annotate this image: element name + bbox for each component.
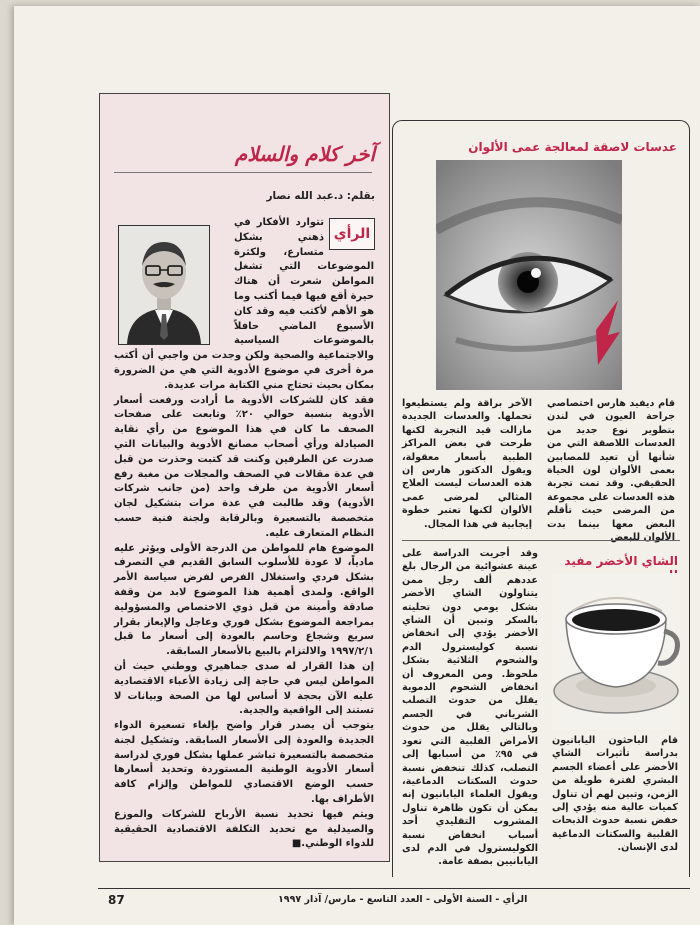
tea-article-text-right: قام الباحثون اليابانيون بدراسة تأثيرات الشاي الأخضر على أعضاء الجسم البشري لفترة طويلة من الزمن، وتبين لهم أن تناول كميات عالية منه يؤدي إلى خفض نسبة حدوث الذبحات القلبية والسكتات الدماغية لدى الإنسان. [552, 735, 678, 854]
eye-article-text-right: قام ديفيد هارس اختصاصي جراحة العيون في لندن بتطوير نوع جديد من العدسات اللاصقة التي من شأنها أن تعيد للمصابين بعمى الألوان لون الحياة الحقيقي. وقد تمت تجربة هذه العدسات على مجموعة من المرضى حيث تأقلم البعض معها بينما بدت الألوان للبعض [547, 398, 675, 544]
news-column [392, 120, 690, 878]
opinion-paragraph: فقد كان للشركات الأدوية ما أرادت ورفعت أسعار الأدوية بنسبة حوالي ٢٠٪ وتابعت على صفحات الصحف ما كان في هذا الموضوع من رأي نقابة الصيادلة ورأي أصحاب مصانع الأدوية والبيانات التي صدرت عن الطرفين وكنت قد كتبت وحذرت من قبل في عدة مقالات في الصحف والمجلات من مغبة رفع أسعار الأدوية من طرف واحد (من جانب شركات الأدوية) وقد طالبت في عدة مرات بتشكيل لجان متخصصة بالتسعيرة وبالرقابة ولجنة فنية حسب النظام المتعارف عليه. [114, 394, 374, 539]
article-divider [402, 540, 680, 541]
tea-cup-photo [552, 573, 680, 729]
opinion-paragraph: تتوارد الأفكار في ذهني بشكل متسارع، ولكثرة الموضوعات التي تشغل المواطن شعرت أن هناك حيرة أقع فيها فيما أكتب وما هو الأهم لأكتب فيه وقد كان الأسبوع الماضي حافلاً بالموضوعات السياسية والاجتماعية والصحية ولكن وجدت من واجبي أن أكتب مرة أخرى في موضوع الأدوية التي هي من الضرورة بمكان بحيث تحتاج مني الكتابة مرات عديدة. [114, 217, 374, 391]
eye-photo [436, 160, 622, 390]
page-footer [98, 888, 690, 911]
opinion-paragraph: إن هذا القرار له صدى جماهيري ووطني حيث أن المواطن ليس في حاجة إلى زيادة الأعباء الاقتصادية عليه الآن بحجة لا أساس لها من الصحة وبيانات لا تستند إلى الواقعية والجدية. [114, 660, 374, 717]
opinion-column [99, 93, 390, 862]
author-byline: بقلم: د.عبد الله نصار [266, 190, 375, 202]
eye-headline: عدسات لاصقة لمعالجة عمى الألوان [468, 140, 677, 154]
opinion-badge: الرأي [329, 218, 375, 250]
page-number: 87 [108, 893, 125, 907]
opinion-paragraph: الموضوع هام للمواطن من الدرجة الأولى ويؤثر عليه مادياً، لا عودة للأسلوب السابق القديم في التصرف بشكل فردي واستغلال الفرص لفرض سياسة الأمر الواقع. ولمدى أهمية هذا الموضوع لابد من وقفة صادقة وأمينة من قبل ذوي الاختصاص والمسؤولية بمراجعة الموضوع بشكل فوري وعاجل والإيعاز بقرار سريع وشجاع وحاسم بالعودة إلى أسعار ما قبل ١٩٩٧/٢/١ والالتزام بالبيع بالأسعار السابقة. [114, 542, 374, 658]
title-rule [114, 172, 372, 173]
opinion-paragraph: يتوجب أن يصدر قرار واضح بإلغاء تسعيرة الدواء الجديدة والعودة إلى الأسعار السابقة. وتشكيل لجنة متخصصة بالتسعيرة تباشر عملها بشكل فوري لدراسة أسعار الأدوية الوطنية المستوردة وتحديد أسعارها حسب الوضع الاقتصادي للمواطن وإلزام كافة الأطراف بها. [114, 720, 374, 806]
issue-info: الرأي - السنة الأولى - العدد التاسع - مارس/ آذار ١٩٩٧ [278, 894, 528, 905]
opinion-paragraph: ويتم فيها تحديد نسبة الأرباح للشركات والموزع والصيدلية مع تحديد التكلفة الاقتصادية الحقيقية للدواء الوطني.■ [114, 808, 374, 850]
tea-article-text-left: وقد أجريت الدراسة على عينة عشوائية من الرجال بلغ عددهم ألف رجل ممن يتناولون الشاي الأخضر بشكل يومي دون تحليته بالسكر وتبين أن الشاي الأخضر يؤدي إلى انخفاض نسبة كوليسترول الدم والشحوم الثلاثية بشكل ملحوظ. ومن المعروف أن انخفاض الشحوم الدموية يقلل من حدوث التصلب الشرياني في الجسم وبالتالي يقلل من حدوث الأمراض القلبية التي تعود في ٩٥٪ من أسبابها إلى التصلب، كذلك تنخفض نسبة حدوث السكتات الدماغية، ويقول العلماء اليابانيون إنه يمكن أن تكون ظاهرة تناول المشروب التقليدي أحد أسباب انخفاض نسبة الكوليسترول في الدم لدى اليابانيين بصفة عامة. [402, 548, 538, 868]
tea-headline: الشاي الأخضر مفيد [564, 554, 678, 568]
magazine-page [14, 6, 700, 925]
opinion-title: آخر كلام والسلام [234, 142, 375, 166]
author-portrait [118, 225, 210, 345]
eye-article-text-left: الآخر براقة ولم يستطيعوا تحملها. والعدسات الجديدة مازالت قيد التجربة لكنها طرحت في بعض المراكز الطبية بأسعار معقولة، ويقول الدكتور هارس إن هذه العدسات ليست العلاج المثالي لمرضى عمى الألوان لكنها تعتبر خطوة إيجابية في هذا المجال. [402, 398, 532, 530]
